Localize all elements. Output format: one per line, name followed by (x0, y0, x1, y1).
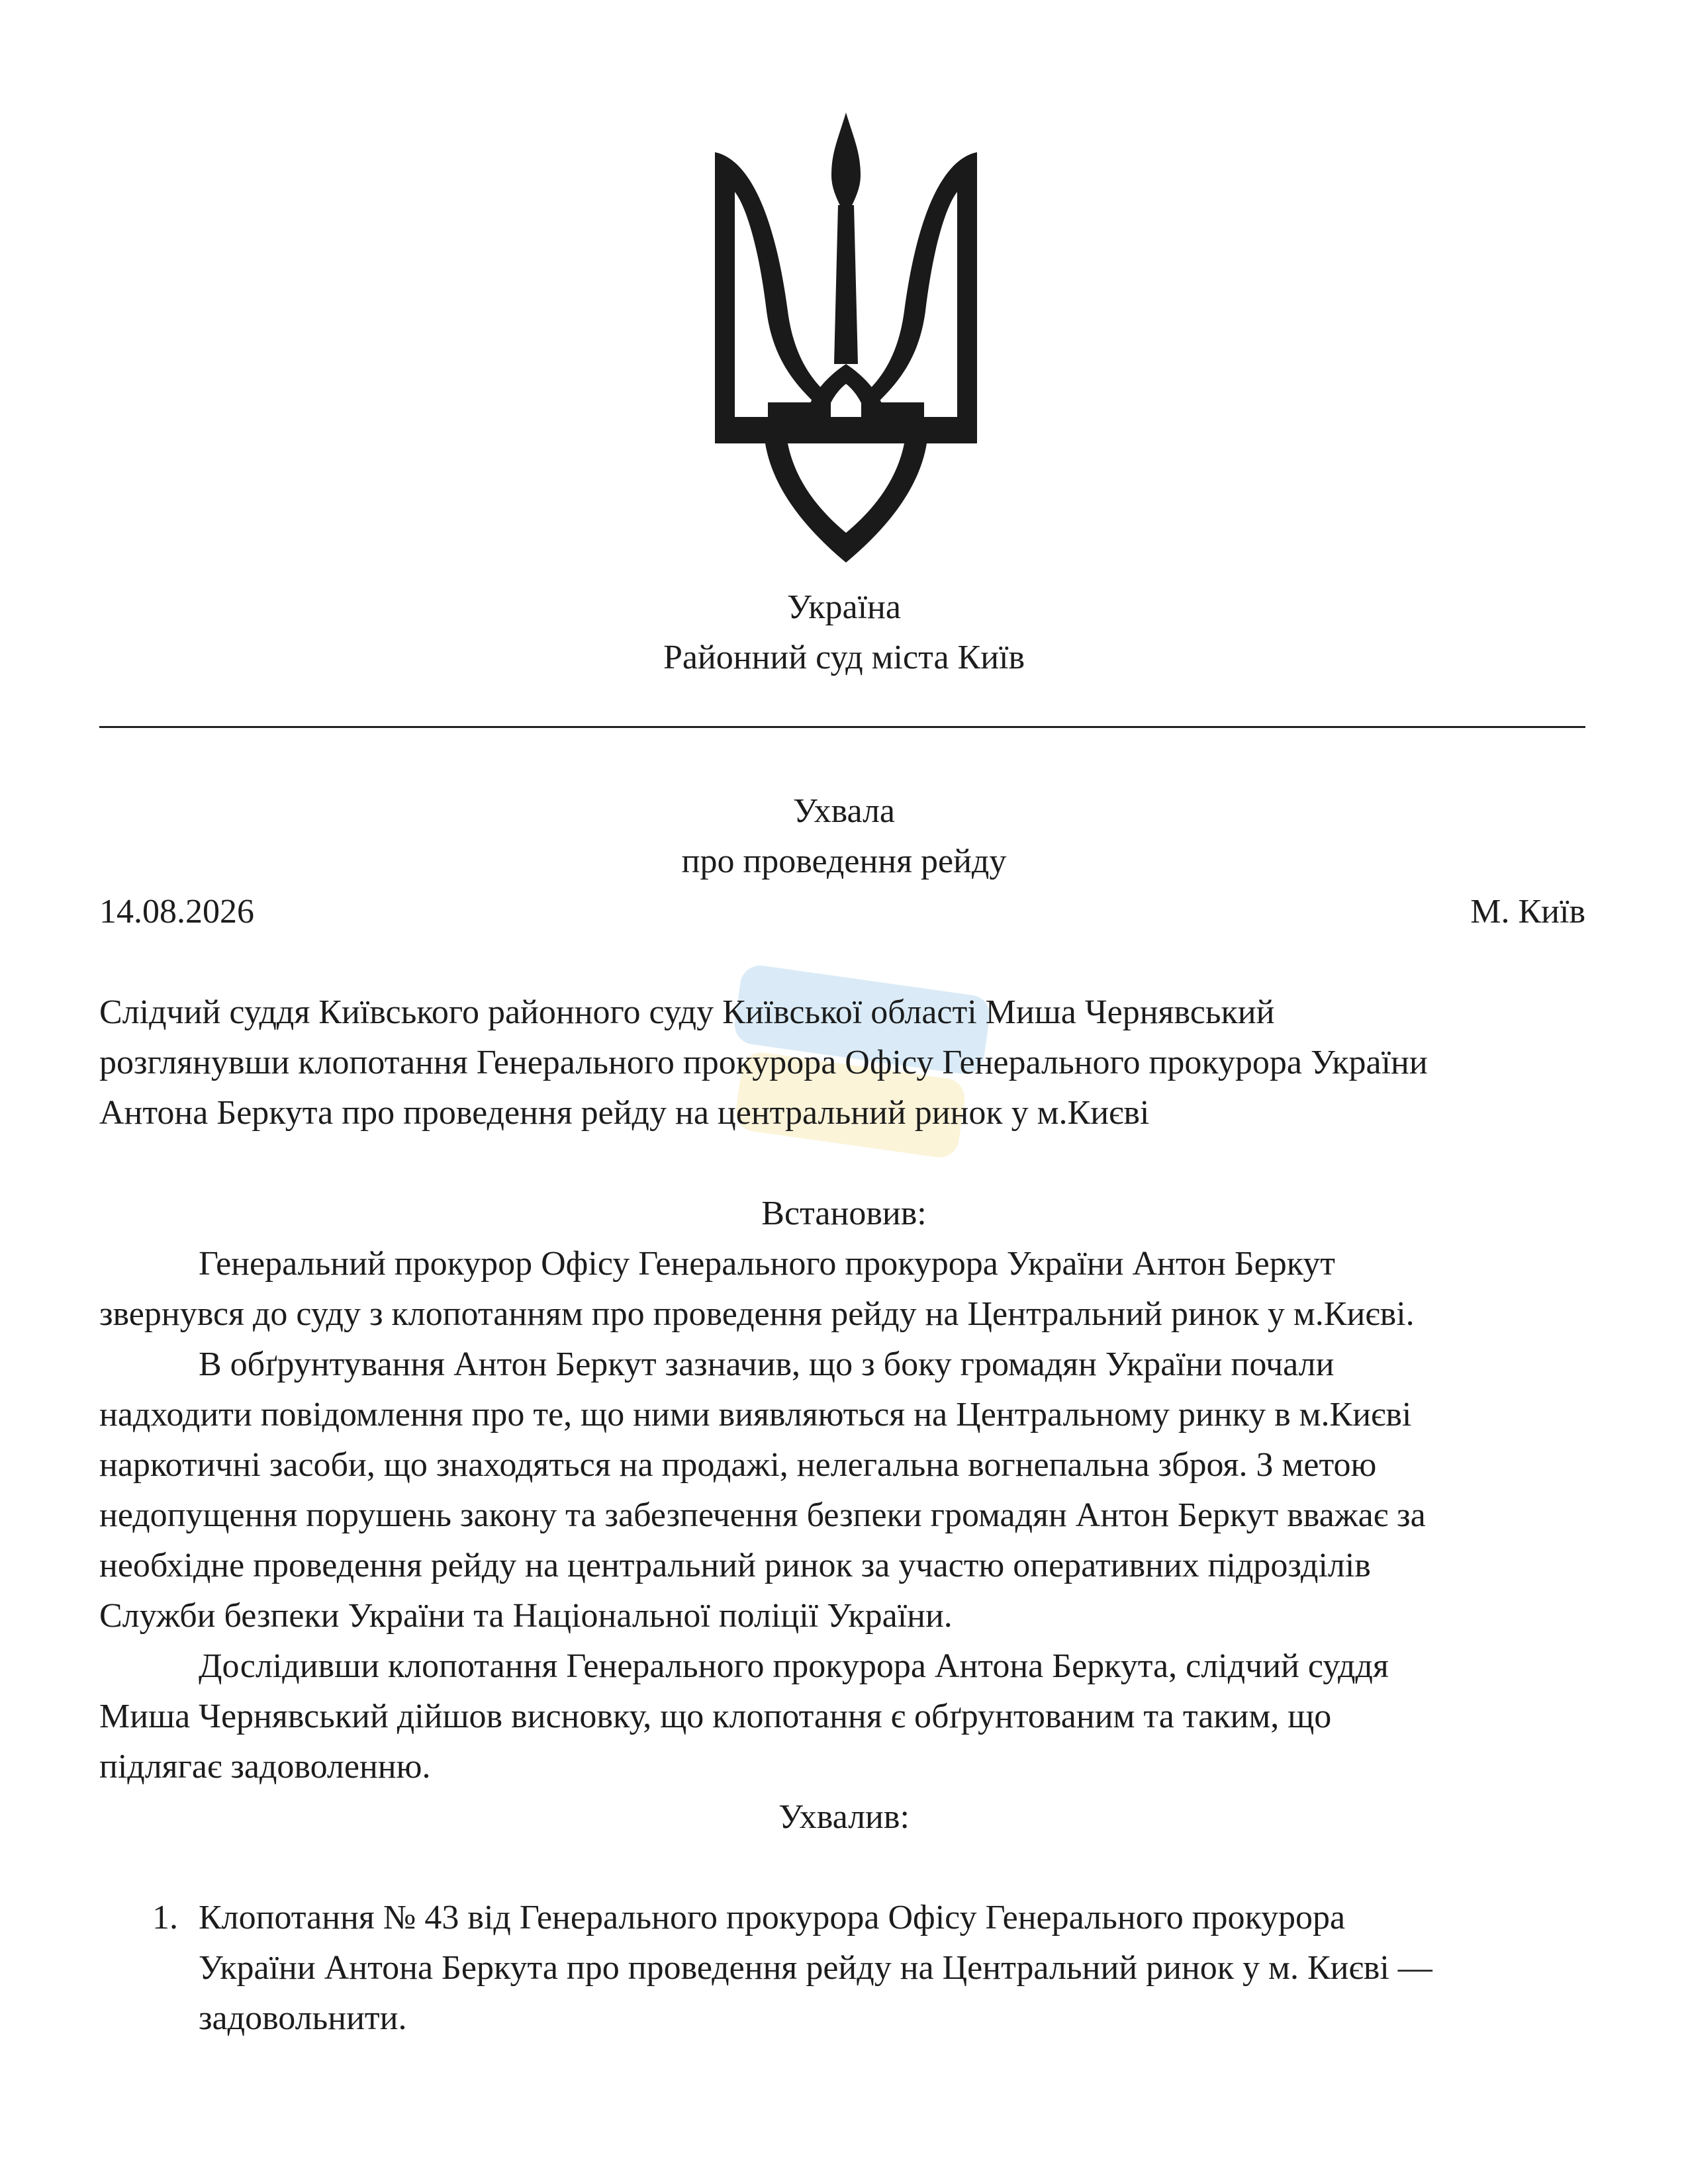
paragraph-line: необхідне проведення рейду на центральний ринок за участю оперативних підрозділів (99, 1547, 1371, 1584)
list-item-line: задовольнити. (199, 1999, 407, 2037)
intro-line: Слідчий суддя Київського районного суду Київської області Миша Чернявський (99, 993, 1275, 1031)
established-heading: Встановив: (761, 1195, 927, 1232)
intro-paragraph (99, 987, 1589, 1138)
paragraph-line: Дослідивши клопотання Генерального прокурора Антона Беркута, слідчий суддя (199, 1647, 1389, 1685)
document-title: Ухвала (792, 792, 896, 830)
decision-list-item (99, 1893, 1589, 2044)
document-subtitle: про проведення рейду (681, 842, 1007, 880)
header-country: Україна (787, 588, 901, 626)
list-item-number: 1. (152, 1899, 178, 1936)
paragraph-line: звернувся до суду з клопотанням про проведення рейду на Центральний ринок у м.Києві. (99, 1295, 1415, 1333)
established-paragraph-1 (99, 1239, 1589, 1340)
list-item-line: України Антона Беркута про проведення рейду на Центральний ринок у м. Києві — (199, 1949, 1432, 1987)
established-paragraph-3 (99, 1641, 1589, 1792)
paragraph-line: Миша Чернявський дійшов висновку, що клопотання є обґрунтованим та таким, що (99, 1698, 1332, 1735)
document-date: 14.08.2026 (99, 893, 254, 931)
paragraph-line: наркотичні засоби, що знаходяться на продажі, нелегальна вогнепальна зброя. З метою (99, 1446, 1377, 1484)
established-paragraph-2 (99, 1340, 1589, 1641)
intro-line: розглянувши клопотання Генерального прокурора Офісу Генерального прокурора України (99, 1044, 1428, 1081)
decided-heading: Ухвалив: (778, 1798, 910, 1836)
paragraph-line: недопущення порушень закону та забезпечення безпеки громадян Антон Беркут вважає за (99, 1496, 1426, 1534)
paragraph-line: Генеральний прокурор Офісу Генерального прокурора України Антон Беркут (199, 1245, 1335, 1283)
paragraph-line: надходити повідомлення про те, що ними виявляються на Центральному ринку в м.Києві (99, 1396, 1412, 1433)
paragraph-line: підлягає задоволенню. (99, 1748, 431, 1786)
trident-emblem-icon (708, 113, 984, 563)
header-court: Районний суд міста Київ (663, 639, 1025, 676)
document-place: М. Київ (1470, 893, 1585, 931)
paragraph-line: В обґрунтування Антон Беркут зазначив, що з боку громадян України почали (199, 1345, 1335, 1383)
paragraph-line: Служби безпеки України та Національної поліції України. (99, 1597, 953, 1635)
header-divider (99, 726, 1585, 728)
list-item-line: Клопотання № 43 від Генерального прокурора Офісу Генерального прокурора (199, 1899, 1346, 1936)
intro-line: Антона Беркута про проведення рейду на центральний ринок у м.Києві (99, 1094, 1150, 1132)
